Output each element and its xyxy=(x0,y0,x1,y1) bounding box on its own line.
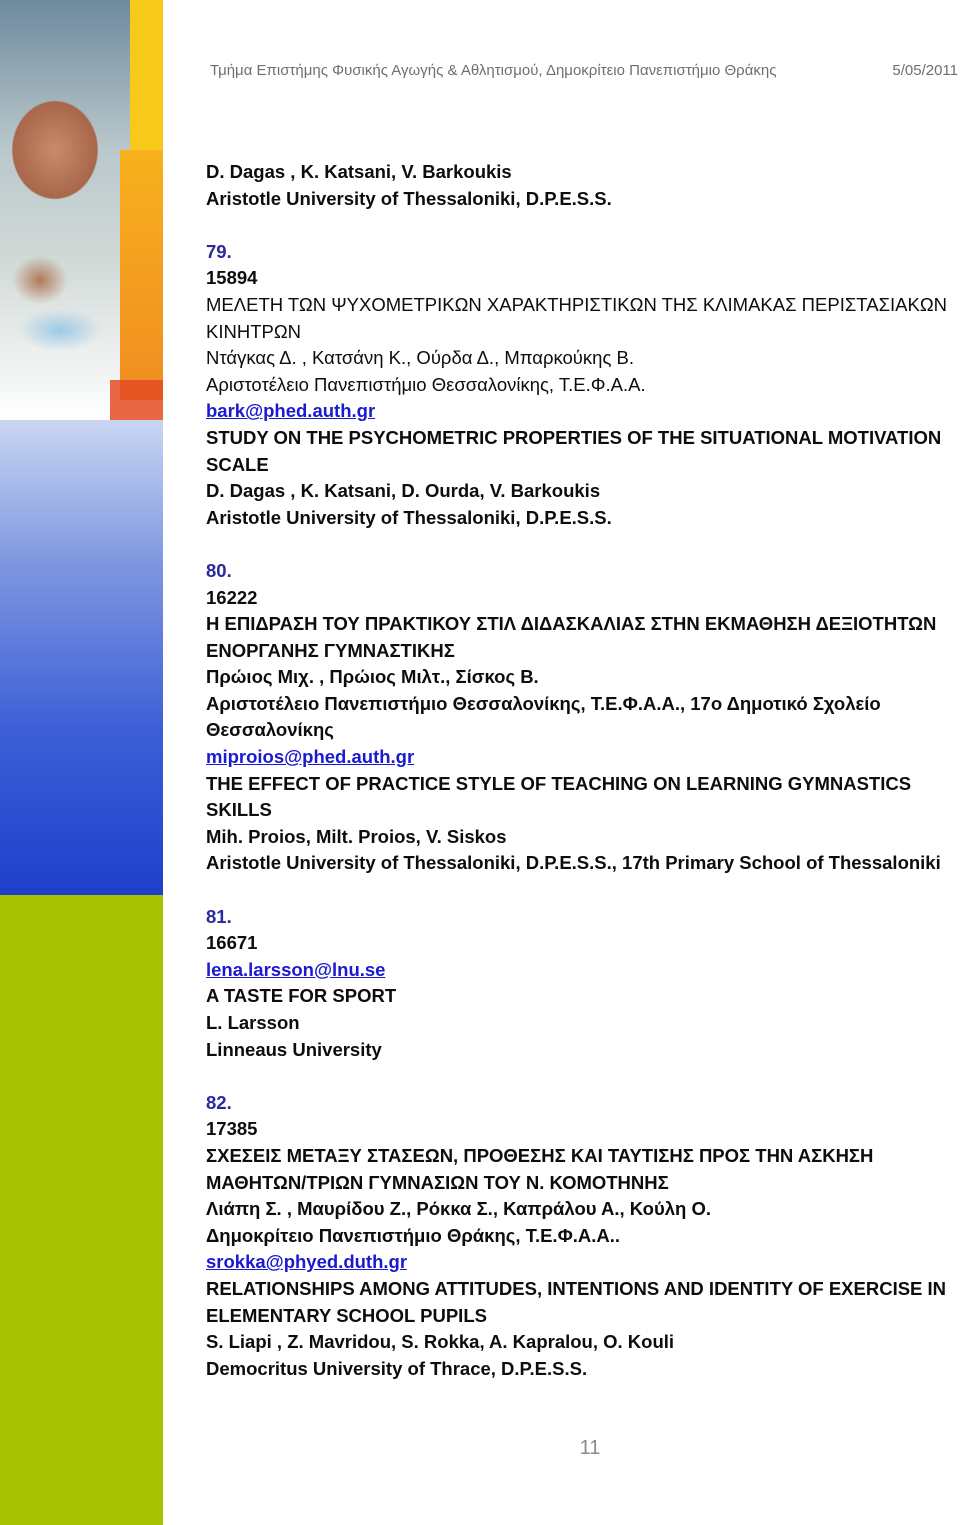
gr-authors: Ντάγκας Δ. , Κατσάνη Κ., Ούρδα Δ., Μπαρκούκης Β. xyxy=(206,347,634,369)
en-authors: S. Liapi , Z. Mavridou, S. Rokka, A. Kapralou, O. Kouli xyxy=(206,1331,675,1353)
blue-gradient-block xyxy=(0,420,163,895)
intro-authors: D. Dagas , K. Katsani, V. Barkoukis xyxy=(206,161,512,182)
intro-affiliation: Aristotle University of Thessaloniki, D.P.E.S.S. xyxy=(206,187,612,209)
gr-authors: Λιάπη Σ. , Μαυρίδου Ζ., Ρόκκα Σ., Καπράλου Α., Κούλη Ο. xyxy=(206,1198,712,1220)
header-title: Τμήμα Επιστήμης Φυσικής Αγωγής & Αθλητισμού, Δημοκρίτειο Πανεπιστήμιο Θράκης xyxy=(210,62,777,79)
en-title-line: ELEMENTARY SCHOOL PUPILS xyxy=(206,1304,487,1326)
entry-id: 15894 xyxy=(206,267,258,289)
header-date: 5/05/2011 xyxy=(892,62,958,79)
en-title-line: A TASTE FOR SPORT xyxy=(206,985,397,1007)
en-title-line: RELATIONSHIPS AMONG ATTITUDES, INTENTIONS AND IDENTITY OF EXERCISE IN xyxy=(206,1277,947,1299)
gr-title-line: ΜΑΘΗΤΩΝ/ΤΡΙΩΝ ΓΥΜΝΑΣΙΩΝ ΤΟΥ Ν. ΚΟΜΟΤΗΝΗΣ xyxy=(206,1171,669,1193)
email-link[interactable]: miproios@phed.auth.gr xyxy=(206,746,415,768)
email-link[interactable]: srokka@phyed.duth.gr xyxy=(206,1251,408,1273)
entry-number: 81. xyxy=(206,905,232,927)
en-affiliation: Democritus University of Thrace, D.P.E.S.S. xyxy=(206,1357,588,1379)
entry-id: 16671 xyxy=(206,932,258,954)
green-block xyxy=(0,895,163,1525)
gr-title-line: ΕΝΟΡΓΑΝΗΣ ΓΥΜΝΑΣΤΙΚΗΣ xyxy=(206,639,455,661)
decorative-side-band xyxy=(0,0,163,1525)
en-authors: Mih. Proios, Milt. Proios, V. Siskos xyxy=(206,825,507,847)
page-header xyxy=(206,62,958,86)
gr-title-line: ΜΕΛΕΤΗ ΤΩΝ ΨΥΧΟΜΕΤΡΙΚΩΝ ΧΑΡΑΚΤΗΡΙΣΤΙΚΩΝ ΤΗΣ ΚΛΙΜΑΚΑΣ ΠΕΡΙΣΤΑΣΙΑΚΩΝ xyxy=(206,293,948,315)
gr-affiliation: Θεσσαλονίκης xyxy=(206,719,334,741)
en-authors: L. Larsson xyxy=(206,1012,300,1033)
entry-id: 17385 xyxy=(206,1118,258,1140)
entry-number: 79. xyxy=(206,240,232,262)
entry-79 xyxy=(206,239,956,532)
yellow-stripe xyxy=(130,0,163,175)
entry-number: 80. xyxy=(206,559,232,581)
email-link[interactable]: bark@phed.auth.gr xyxy=(206,400,376,422)
en-affiliation: Linneaus University xyxy=(206,1038,382,1060)
email-link[interactable]: lena.larsson@lnu.se xyxy=(206,958,386,980)
entry-id: 16222 xyxy=(206,586,258,608)
gr-title-line: Η ΕΠΙΔΡΑΣΗ ΤΟΥ ΠΡΑΚΤΙΚΟΥ ΣΤΙΛ ΔΙΔΑΣΚΑΛΙΑΣ ΣΤΗΝ ΕΚΜΑΘΗΣΗ ΔΕΞΙΟΤΗΤΩΝ xyxy=(206,613,937,635)
gr-affiliation: Αριστοτέλειο Πανεπιστήμιο Θεσσαλονίκης, Τ.Ε.Φ.Α.Α., 17ο Δημοτικό Σχολείο xyxy=(206,692,881,714)
page-number: 11 xyxy=(579,1437,601,1459)
entry-80 xyxy=(206,558,956,877)
en-authors: D. Dagas , K. Katsani, D. Ourda, V. Barkoukis xyxy=(206,480,601,502)
entry-82 xyxy=(206,1090,956,1383)
en-title-line: THE EFFECT OF PRACTICE STYLE OF TEACHING ON LEARNING GYMNASTICS SKILLS xyxy=(206,772,912,821)
en-title-line: SCALE xyxy=(206,453,269,475)
en-affiliation: Aristotle University of Thessaloniki, D.P.E.S.S., 17th Primary School of Thessaloniki xyxy=(206,852,941,874)
gr-affiliation: Δημοκρίτειο Πανεπιστήμιο Θράκης, Τ.Ε.Φ.Α.Α.. xyxy=(206,1224,621,1246)
entry-81 xyxy=(206,904,956,1064)
gr-title-line: ΚΙΝΗΤΡΩΝ xyxy=(206,320,302,342)
gr-affiliation: Αριστοτέλειο Πανεπιστήμιο Θεσσαλονίκης, Τ.Ε.Φ.Α.Α. xyxy=(206,373,646,395)
abstract-list xyxy=(206,159,956,1382)
orange-stripe xyxy=(120,150,163,400)
gr-authors: Πρώιος Μιχ. , Πρώιος Μιλτ., Σίσκος Β. xyxy=(206,666,539,688)
en-affiliation: Aristotle University of Thessaloniki, D.P.E.S.S. xyxy=(206,506,612,528)
gr-title-line: ΣΧΕΣΕΙΣ ΜΕΤΑΞΥ ΣΤΑΣΕΩΝ, ΠΡΟΘΕΣΗΣ ΚΑΙ ΤΑΥΤΙΣΗΣ ΠΡΟΣ ΤΗΝ ΑΣΚΗΣΗ xyxy=(206,1144,874,1166)
en-title-line: STUDY ON THE PSYCHOMETRIC PROPERTIES OF THE SITUATIONAL MOTIVATION xyxy=(206,426,942,448)
entry-number: 82. xyxy=(206,1091,232,1113)
